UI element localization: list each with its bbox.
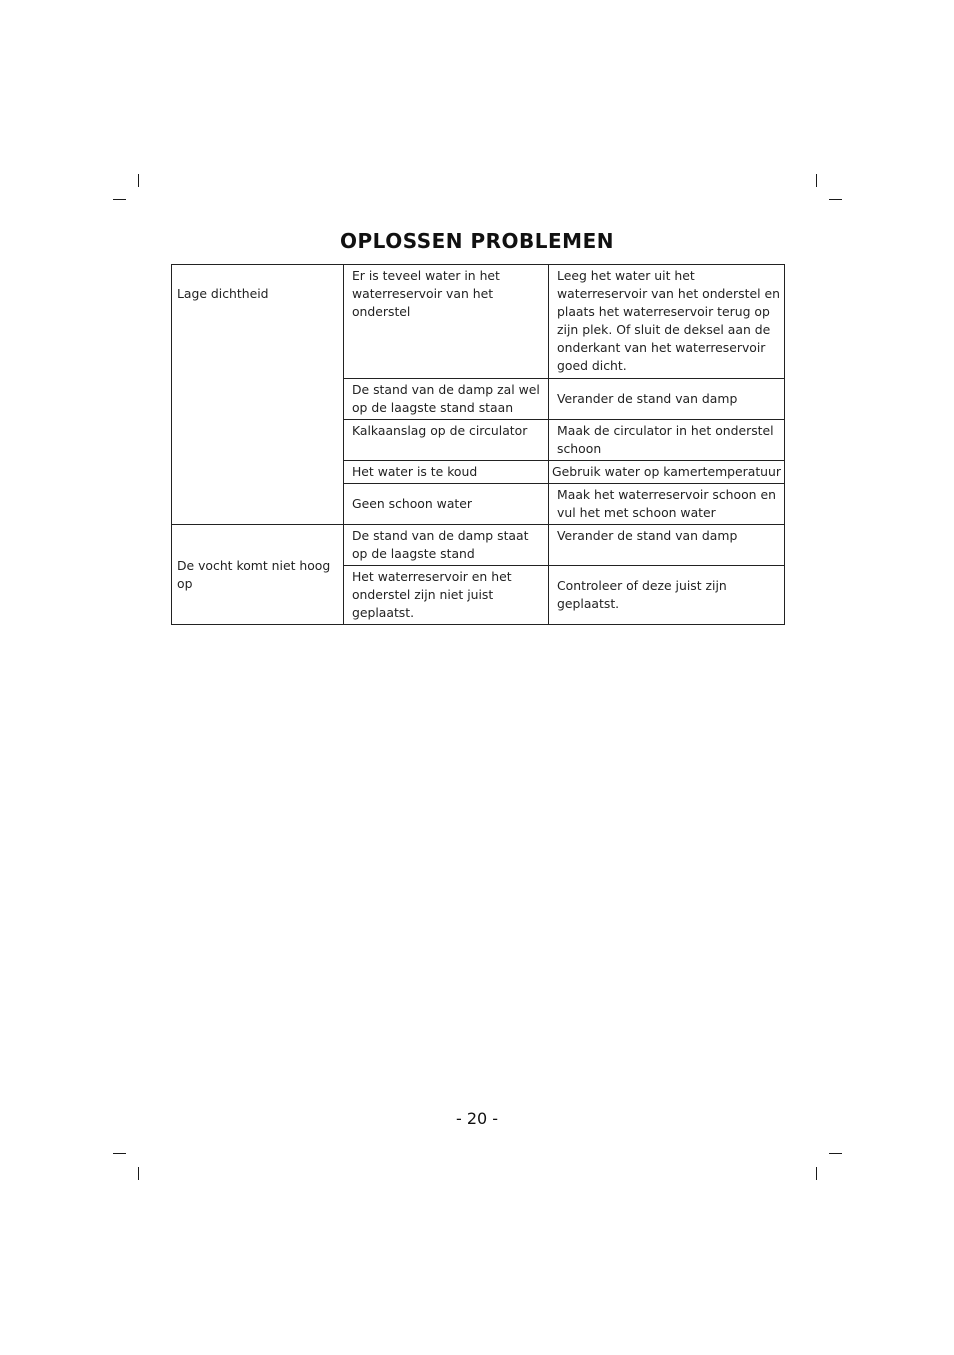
- crop-mark: [113, 199, 126, 200]
- solution-cell: Verander de stand van damp: [549, 525, 785, 566]
- cause-cell: Er is teveel water in het waterreservoir van het onderstel: [343, 265, 548, 379]
- crop-mark: [138, 1167, 139, 1180]
- solution-cell: Maak de circulator in het onderstel schoon: [549, 420, 785, 461]
- crop-mark: [138, 174, 139, 187]
- crop-mark: [829, 1153, 842, 1154]
- crop-mark: [829, 199, 842, 200]
- crop-mark: [113, 1153, 126, 1154]
- problem-cell: Lage dichtheid: [172, 265, 344, 525]
- solution-cell: Maak het waterreservoir schoon en vul het met schoon water: [549, 484, 785, 525]
- crop-mark: [816, 1167, 817, 1180]
- cause-cell: Het water is te koud: [343, 461, 548, 484]
- cause-cell: De stand van de damp staat op de laagste stand: [343, 525, 548, 566]
- troubleshooting-table: [171, 264, 785, 625]
- page-number: - 20 -: [455, 1109, 499, 1128]
- solution-cell: Gebruik water op kamertemperatuur: [549, 461, 785, 484]
- cause-cell: Kalkaanslag op de circulator: [343, 420, 548, 461]
- cause-cell: Het waterreservoir en het onderstel zijn niet juist geplaatst.: [343, 566, 548, 625]
- solution-cell: Leeg het water uit het waterreservoir van het onderstel en plaats het waterreservoir terug op zijn plek. Of sluit de deksel aan de onderkant van het waterreservoir goed dicht.: [549, 265, 785, 379]
- cause-cell: Geen schoon water: [343, 484, 548, 525]
- page-title: OPLOSSEN PROBLEMEN: [340, 229, 614, 253]
- table-row: [172, 265, 785, 379]
- cause-cell: De stand van de damp zal wel op de laagste stand staan: [343, 379, 548, 420]
- table-row: [172, 525, 785, 566]
- solution-cell: Controleer of deze juist zijn geplaatst.: [549, 566, 785, 625]
- problem-cell: De vocht komt niet hoog op: [172, 525, 344, 625]
- solution-cell: Verander de stand van damp: [549, 379, 785, 420]
- crop-mark: [816, 174, 817, 187]
